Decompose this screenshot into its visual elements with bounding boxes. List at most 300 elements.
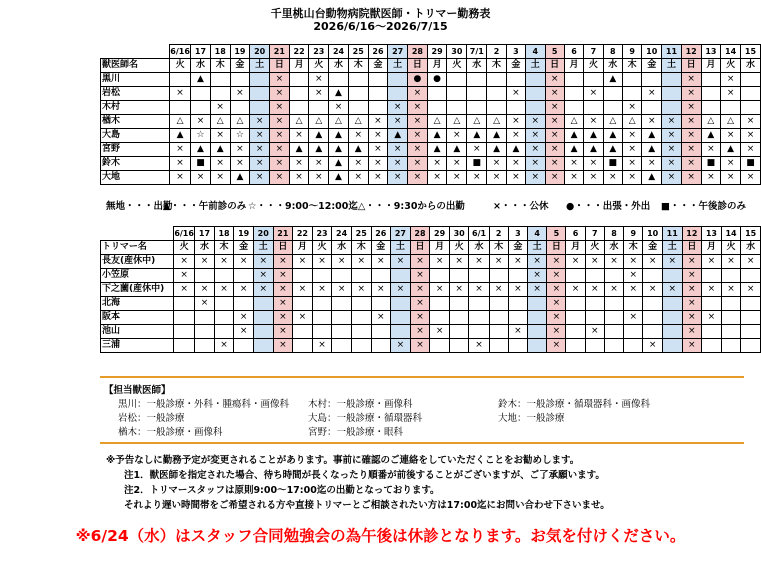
schedule-cell: △	[564, 115, 583, 129]
schedule-cell: ×	[584, 115, 603, 129]
schedule-cell: ×	[410, 283, 430, 297]
legend-item-off: ×・・・公休	[493, 201, 549, 212]
schedule-cell: ×	[682, 311, 702, 325]
schedule-cell: ▲	[427, 143, 447, 157]
schedule-cell	[487, 73, 506, 87]
schedule-cell	[348, 101, 368, 115]
schedule-cell: ×	[721, 283, 741, 297]
specialties-heading: 【担当獣医師】	[104, 385, 171, 396]
specialty-kurokawa: 黒川：一般診療・外科・腫瘍科・画像科	[118, 399, 290, 410]
schedule-cell: ▲	[584, 143, 603, 157]
table-row	[101, 73, 761, 87]
schedule-cell	[289, 73, 309, 87]
schedule-cell	[329, 73, 349, 87]
schedule-cell: ×	[273, 325, 293, 339]
schedule-cell	[508, 269, 527, 283]
weekday-cell: 水	[741, 241, 761, 255]
note-main: ※予告なしに勤務予定が変更されることがあります。事前に確認のご連絡をしていただくことをお勧めします。	[106, 455, 580, 466]
schedule-cell: ×	[270, 101, 290, 115]
schedule-cell	[469, 311, 489, 325]
date-cell: 7	[584, 45, 603, 59]
schedule-cell	[312, 325, 332, 339]
schedule-cell: ▲	[564, 129, 583, 143]
schedule-cell: ×	[250, 115, 270, 129]
schedule-cell: ×	[270, 143, 290, 157]
date-cell: 6	[564, 45, 583, 59]
date-cell: 12	[682, 227, 702, 241]
schedule-cell: ×	[547, 339, 566, 353]
closure-warning: ※6/24（水）はスタッフ合同勉強会の為午後は休診となります。お気を付けください。	[75, 527, 686, 545]
schedule-cell: ×	[447, 129, 467, 143]
schedule-cell: ×	[642, 157, 662, 171]
schedule-cell: ×	[309, 87, 329, 101]
schedule-cell: ×	[681, 87, 701, 101]
schedule-cell: ×	[230, 143, 250, 157]
schedule-cell: ×	[312, 255, 332, 269]
schedule-cell: ×	[253, 255, 273, 269]
schedule-cell: ×	[388, 115, 408, 129]
name-column-header: トリマー名	[101, 241, 174, 255]
schedule-cell	[508, 297, 527, 311]
weekday-cell: 水	[332, 241, 352, 255]
weekday-cell: 金	[508, 241, 527, 255]
schedule-cell	[467, 73, 487, 87]
schedule-cell: ×	[273, 269, 293, 283]
weekday-cell: 日	[547, 241, 566, 255]
schedule-cell: ×	[410, 311, 430, 325]
schedule-cell	[662, 325, 682, 339]
schedule-cell	[566, 339, 585, 353]
schedule-cell	[250, 87, 270, 101]
schedule-cell	[170, 101, 191, 115]
schedule-cell	[662, 297, 682, 311]
schedule-cell: ×	[467, 143, 487, 157]
schedule-cell: ×	[526, 129, 545, 143]
header-blank	[101, 227, 174, 241]
schedule-cell	[368, 87, 388, 101]
schedule-cell: ×	[506, 115, 525, 129]
specialty-iwamatsu: 岩松：一般診療	[118, 413, 185, 424]
schedule-cell: ×	[293, 283, 313, 297]
weekday-cell: 火	[449, 241, 469, 255]
table-row	[101, 143, 761, 157]
schedule-cell: ×	[545, 73, 564, 87]
weekday-cell: 月	[293, 241, 313, 255]
schedule-cell	[253, 325, 273, 339]
schedule-cell	[585, 269, 604, 283]
date-cell: 27	[391, 227, 411, 241]
schedule-cell	[368, 73, 388, 87]
schedule-cell: ×	[408, 157, 428, 171]
date-cell: 27	[388, 45, 408, 59]
schedule-cell	[371, 269, 391, 283]
weekday-cell: 木	[487, 59, 506, 73]
schedule-cell: ×	[682, 255, 702, 269]
schedule-cell: ×	[740, 171, 760, 185]
date-cell: 19	[234, 227, 254, 241]
schedule-cell	[293, 339, 313, 353]
schedule-cell: ×	[526, 157, 545, 171]
weekday-cell: 木	[210, 59, 230, 73]
schedule-cell: ×	[487, 171, 506, 185]
schedule-cell: ×	[170, 87, 191, 101]
weekday-cell: 月	[564, 59, 583, 73]
schedule-cell: ×	[547, 255, 566, 269]
schedule-cell	[430, 297, 450, 311]
schedule-cell: ▲	[701, 129, 721, 143]
schedule-cell	[702, 325, 722, 339]
schedule-cell: ×	[174, 255, 195, 269]
date-cell: 13	[701, 45, 721, 59]
schedule-cell: ▲	[191, 73, 211, 87]
schedule-cell: ▲	[210, 143, 230, 157]
schedule-cell: ×	[351, 255, 371, 269]
weekday-cell: 金	[506, 59, 525, 73]
schedule-cell	[623, 87, 642, 101]
schedule-cell: ▲	[603, 129, 622, 143]
legend-item-930: △・・・9:30からの出勤	[358, 201, 465, 212]
schedule-cell: ×	[682, 269, 702, 283]
schedule-cell: ×	[564, 171, 583, 185]
schedule-cell: △	[447, 115, 467, 129]
schedule-cell	[447, 101, 467, 115]
schedule-cell: ×	[410, 255, 430, 269]
schedule-cell: ×	[721, 157, 741, 171]
name-column-header: 獣医師名	[101, 59, 170, 73]
date-cell: 3	[506, 45, 525, 59]
schedule-cell	[564, 101, 583, 115]
schedule-cell: ×	[234, 311, 254, 325]
schedule-cell	[388, 73, 408, 87]
schedule-cell: ×	[371, 283, 391, 297]
legend-item-present: 無地・・・出勤	[106, 201, 173, 212]
schedule-cell	[528, 325, 547, 339]
table-row	[101, 283, 761, 297]
schedule-cell: ×	[662, 283, 682, 297]
date-cell: 2	[487, 45, 506, 59]
weekday-cell: 金	[368, 59, 388, 73]
table-row	[101, 129, 761, 143]
specialty-naraki: 楢木：一般診療・画像科	[118, 427, 223, 438]
schedule-cell: ×	[506, 171, 525, 185]
date-cell: 21	[273, 227, 293, 241]
date-cell: 23	[309, 45, 329, 59]
schedule-cell	[603, 101, 622, 115]
schedule-cell: ×	[195, 255, 215, 269]
schedule-cell: ×	[270, 73, 290, 87]
schedule-cell: ×	[391, 283, 411, 297]
schedule-cell: ×	[662, 157, 682, 171]
legend-item-afternoon: ■・・・午後診のみ	[661, 201, 746, 212]
schedule-cell	[604, 325, 623, 339]
schedule-cell	[293, 297, 313, 311]
schedule-cell	[489, 297, 508, 311]
schedule-cell: △	[309, 115, 329, 129]
schedule-cell: ×	[170, 157, 191, 171]
schedule-cell: ×	[195, 283, 215, 297]
schedule-cell: ×	[391, 339, 411, 353]
schedule-cell: ×	[566, 255, 585, 269]
schedule-cell: ×	[681, 73, 701, 87]
schedule-cell: ×	[547, 283, 566, 297]
schedule-cell	[643, 269, 663, 283]
schedule-cell	[489, 269, 508, 283]
schedule-cell	[702, 339, 722, 353]
schedule-cell	[662, 269, 682, 283]
schedule-cell: ×	[506, 157, 525, 171]
schedule-cell: ×	[662, 171, 682, 185]
staff-name: 小笠原	[101, 269, 174, 283]
table-row	[101, 297, 761, 311]
date-cell: 6	[566, 227, 585, 241]
schedule-cell	[430, 269, 450, 283]
schedule-cell: ☆	[230, 129, 250, 143]
schedule-cell: ×	[289, 129, 309, 143]
date-cell: 28	[408, 45, 428, 59]
schedule-cell	[721, 325, 741, 339]
schedule-cell: ×	[643, 283, 663, 297]
weekday-cell: 火	[174, 241, 195, 255]
schedule-cell: ▲	[642, 129, 662, 143]
schedule-cell: ×	[584, 171, 603, 185]
schedule-cell: ×	[191, 115, 211, 129]
schedule-cell: ×	[662, 143, 682, 157]
table-row	[101, 339, 761, 353]
date-cell: 25	[351, 227, 371, 241]
schedule-cell: ×	[701, 171, 721, 185]
schedule-cell: ×	[270, 157, 290, 171]
weekday-cell: 日	[682, 241, 702, 255]
schedule-cell	[469, 325, 489, 339]
date-cell: 19	[230, 45, 250, 59]
schedule-cell: ×	[604, 255, 623, 269]
schedule-cell	[371, 297, 391, 311]
schedule-cell	[642, 101, 662, 115]
schedule-cell: ×	[230, 87, 250, 101]
schedule-cell	[351, 297, 371, 311]
schedule-cell: ×	[643, 339, 663, 353]
schedule-cell: ×	[408, 171, 428, 185]
schedule-cell: ×	[681, 115, 701, 129]
schedule-cell: ×	[623, 171, 642, 185]
schedule-cell: ×	[585, 255, 604, 269]
date-cell: 22	[293, 227, 313, 241]
schedule-cell: ×	[545, 87, 564, 101]
schedule-cell	[391, 297, 411, 311]
schedule-cell	[624, 297, 643, 311]
schedule-cell: △	[623, 115, 642, 129]
schedule-cell	[604, 269, 623, 283]
schedule-cell	[214, 269, 234, 283]
schedule-cell	[662, 87, 682, 101]
vet-schedule-table	[100, 44, 761, 185]
schedule-cell: ▲	[721, 143, 741, 157]
weekday-cell: 火	[721, 59, 741, 73]
weekday-cell: 日	[545, 59, 564, 73]
schedule-cell	[449, 297, 469, 311]
schedule-cell: ▲	[230, 171, 250, 185]
schedule-cell	[230, 73, 250, 87]
schedule-cell: ×	[293, 311, 313, 325]
schedule-cell	[191, 87, 211, 101]
schedule-cell: △	[289, 115, 309, 129]
schedule-cell	[234, 339, 254, 353]
weekday-cell: 水	[604, 241, 623, 255]
schedule-cell	[643, 325, 663, 339]
schedule-cell: ×	[210, 101, 230, 115]
schedule-cell: △	[210, 115, 230, 129]
weekday-cell: 土	[250, 59, 270, 73]
schedule-cell: ▲	[329, 87, 349, 101]
schedule-cell	[487, 101, 506, 115]
schedule-cell: ×	[250, 171, 270, 185]
legend-item-morning: ▲・・・午前診のみ	[163, 201, 247, 212]
schedule-cell	[741, 297, 761, 311]
schedule-cell: ×	[312, 339, 332, 353]
schedule-cell: ×	[388, 101, 408, 115]
schedule-cell	[191, 101, 211, 115]
schedule-cell	[623, 73, 642, 87]
weekday-cell: 水	[469, 241, 489, 255]
schedule-cell	[721, 101, 741, 115]
schedule-cell: △	[427, 115, 447, 129]
schedule-cell: ▲	[388, 129, 408, 143]
schedule-cell: ×	[312, 283, 332, 297]
schedule-cell: ×	[348, 157, 368, 171]
schedule-cell: ×	[721, 73, 741, 87]
staff-name: 大地	[101, 171, 170, 185]
schedule-cell: ×	[174, 269, 195, 283]
schedule-cell: ×	[681, 129, 701, 143]
schedule-cell: ×	[449, 255, 469, 269]
staff-name: 岩松	[101, 87, 170, 101]
weekday-cell: 月	[566, 241, 585, 255]
schedule-cell: ×	[447, 171, 467, 185]
schedule-cell	[469, 297, 489, 311]
weekday-cell: 金	[230, 59, 250, 73]
date-cell: 12	[681, 45, 701, 59]
schedule-cell	[566, 297, 585, 311]
schedule-cell: ×	[408, 87, 428, 101]
schedule-cell: ×	[528, 283, 547, 297]
schedule-cell: ×	[195, 297, 215, 311]
date-cell: 3	[508, 227, 527, 241]
schedule-cell	[528, 339, 547, 353]
schedule-cell: ×	[642, 87, 662, 101]
schedule-cell	[348, 87, 368, 101]
schedule-cell	[604, 311, 623, 325]
schedule-cell: ×	[388, 143, 408, 157]
schedule-cell: ▲	[506, 143, 525, 157]
schedule-cell: ×	[250, 157, 270, 171]
schedule-cell: ×	[351, 283, 371, 297]
schedule-cell: ▲	[642, 171, 662, 185]
schedule-cell	[368, 101, 388, 115]
date-cell: 21	[270, 45, 290, 59]
schedule-cell	[624, 325, 643, 339]
schedule-cell: ▲	[309, 143, 329, 157]
date-cell: 4	[528, 227, 547, 241]
date-cell: 8	[604, 227, 623, 241]
date-cell: 2	[489, 227, 508, 241]
date-cell: 26	[368, 45, 388, 59]
schedule-cell: ▲	[603, 143, 622, 157]
schedule-cell	[195, 269, 215, 283]
table-row	[101, 171, 761, 185]
schedule-cell: ×	[508, 255, 527, 269]
schedule-cell: ×	[408, 129, 428, 143]
date-cell: 11	[662, 45, 682, 59]
schedule-cell: △	[348, 115, 368, 129]
schedule-cell: ■	[603, 157, 622, 171]
staff-name: 黒川	[101, 73, 170, 87]
schedule-cell	[430, 311, 450, 325]
staff-name: 宮野	[101, 143, 170, 157]
date-cell: 30	[449, 227, 469, 241]
schedule-cell: △	[230, 115, 250, 129]
schedule-cell: ×	[603, 171, 622, 185]
schedule-cell: ×	[585, 325, 604, 339]
schedule-cell	[210, 73, 230, 87]
schedule-cell: ×	[371, 255, 391, 269]
schedule-cell	[721, 339, 741, 353]
weekday-cell: 土	[662, 59, 682, 73]
staff-name: 三浦	[101, 339, 174, 353]
date-cell: 17	[195, 227, 215, 241]
schedule-cell	[487, 87, 506, 101]
schedule-cell: ×	[449, 283, 469, 297]
schedule-cell: ×	[348, 171, 368, 185]
schedule-cell: ▲	[289, 143, 309, 157]
table-row	[101, 87, 761, 101]
schedule-cell: ×	[293, 255, 313, 269]
schedule-cell: △	[487, 115, 506, 129]
schedule-cell: ×	[289, 157, 309, 171]
schedule-cell: ×	[702, 311, 722, 325]
weekday-cell: 日	[270, 59, 290, 73]
schedule-cell: ×	[309, 73, 329, 87]
trimmer-schedule-table	[100, 226, 761, 353]
staff-name: 阪本	[101, 311, 174, 325]
schedule-cell	[506, 101, 525, 115]
schedule-cell: ×	[682, 283, 702, 297]
weekday-cell: 日	[408, 59, 428, 73]
schedule-cell	[662, 339, 682, 353]
date-cell: 30	[447, 45, 467, 59]
schedule-cell: ×	[348, 129, 368, 143]
weekday-cell: 金	[642, 59, 662, 73]
specialty-oshima: 大島：一般診療・循環器科	[308, 413, 423, 424]
schedule-cell	[449, 269, 469, 283]
schedule-cell	[447, 87, 467, 101]
date-cell: 8	[603, 45, 622, 59]
schedule-cell: ×	[332, 255, 352, 269]
date-cell: 6/1	[469, 227, 489, 241]
schedule-cell: ×	[270, 115, 290, 129]
schedule-cell	[351, 311, 371, 325]
schedule-cell: ×	[368, 171, 388, 185]
schedule-cell	[566, 325, 585, 339]
date-cell: 10	[642, 45, 662, 59]
schedule-cell: ×	[528, 269, 547, 283]
schedule-cell	[351, 269, 371, 283]
weekday-cell: 日	[273, 241, 293, 255]
schedule-cell	[526, 87, 545, 101]
schedule-cell	[489, 311, 508, 325]
staff-name: 木村	[101, 101, 170, 115]
schedule-cell: ×	[210, 129, 230, 143]
date-cell: 13	[702, 227, 722, 241]
